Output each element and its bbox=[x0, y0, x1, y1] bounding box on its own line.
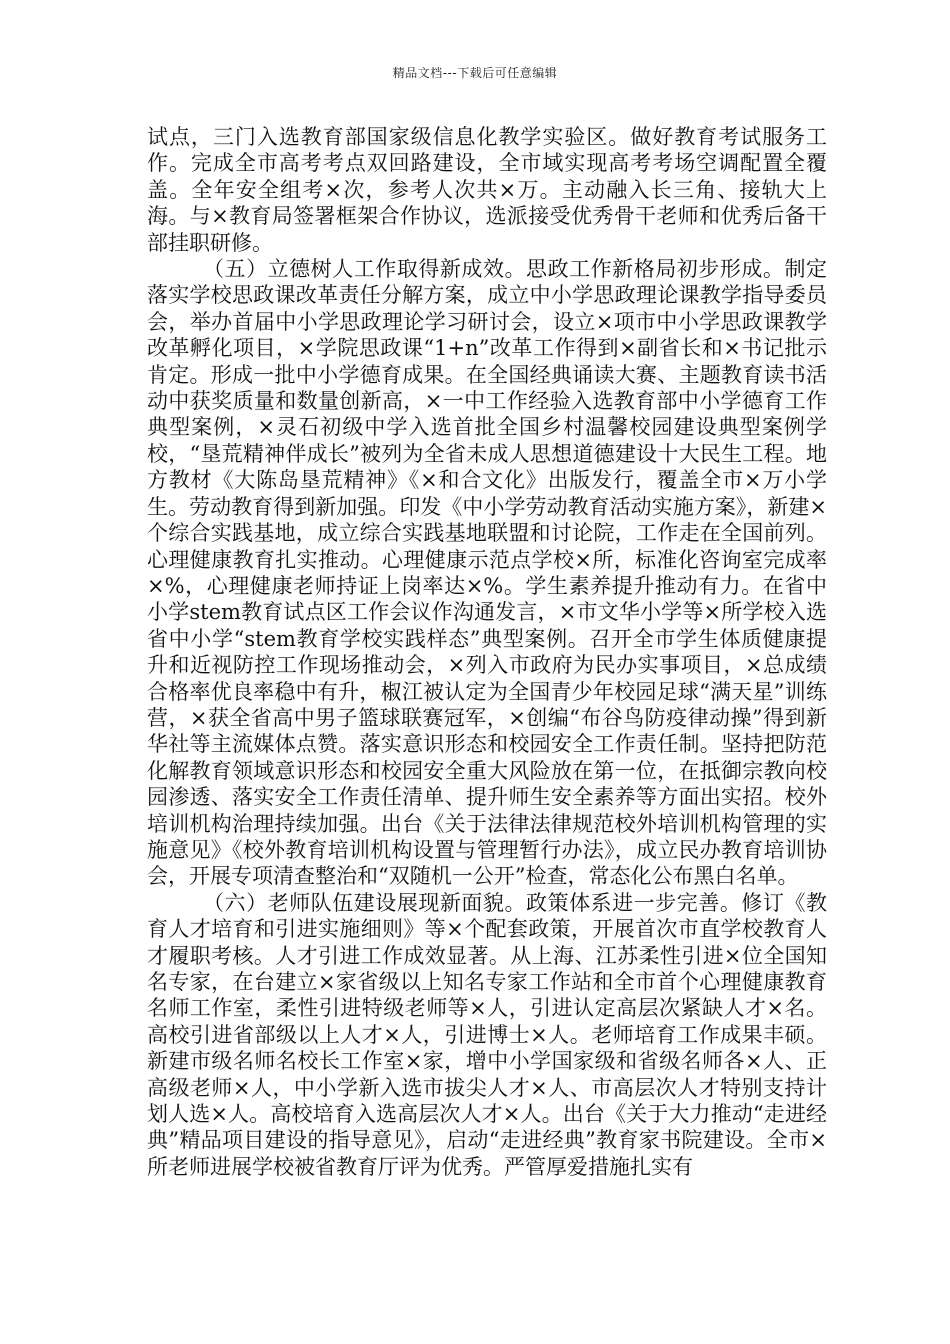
document-body bbox=[147, 124, 827, 1180]
paragraph-section-5: （五）立德树人工作取得新成效。思政工作新格局初步形成。制定落实学校思政课改革责任分解方案，成立中小学思政理论课教学指导委员会，举办首届中小学思政理论学习研讨会，设立×项市中小学思政课教学改革孵化项目，×学院思政课“1+n”改革工作得到×副省长和×书记批示肯定。形成一批中小学德育成果。在全国经典诵读大赛、主题教育读书活动中获奖质量和数量创新高，×一中工作经验入选教育部中小学德育工作典型案例，×灵石初级中学入选首批全国乡村温馨校园建设典型案例学校，“垦荒精神伴成长”被列为全省未成人思想道德建设十大民生工程。地方教材《大陈岛垦荒精神》《×和合文化》出版发行，覆盖全市×万小学生。劳动教育得到新加强。印发《中小学劳动教育活动实施方案》，新建×个综合实践基地，成立综合实践基地联盟和讨论院，工作走在全国前列。心理健康教育扎实推动。心理健康示范点学校×所，标准化咨询室完成率×%，心理健康老师持证上岗率达×%。学生素养提升推动有力。在省中小学stem教育试点区工作会议作沟通发言，×市文华小学等×所学校入选省中小学“stem教育学校实践样态”典型案例。召开全市学生体质健康提升和近视防控工作现场推动会，×列入市政府为民办实事项目，×总成绩合格率优良率稳中有升，椒江被认定为全国青少年校园足球“满天星”训练营，×获全省高中男子篮球联赛冠军，×创编“布谷鸟防疫律动操”得到新华社等主流媒体点赞。落实意识形态和校园安全工作责任制。坚持把防范化解教育领域意识形态和校园安全重大风险放在第一位，在抵御宗教向校园渗透、落实安全工作责任清单、提升师生安全素养等方面出实招。校外培训机构治理持续加强。出台《关于法律法律规范校外培训机构管理的实施意见》《校外教育培训机构设置与管理暂行办法》，成立民办教育培训协会，开展专项清查整治和“双随机一公开”检查，常态化公布黑白名单。 bbox=[147, 257, 827, 889]
page-header: 精品文档---下载后可任意编辑 bbox=[392, 66, 558, 80]
paragraph-continuation: 试点，三门入选教育部国家级信息化教学实验区。做好教育考试服务工作。完成全市高考考点双回路建设，全市域实现高考考场空调配置全覆盖。全年安全组考×次，参考人次共×万。主动融入长三角、接轨大上海。与×教育局签署框架合作协议，选派接受优秀骨干老师和优秀后备干部挂职研修。 bbox=[147, 125, 827, 255]
paragraph-section-6: （六）老师队伍建设展现新面貌。政策体系进一步完善。修订《教育人才培育和引进实施细则》等×个配套政策，开展首次市直学校教育人才履职考核。人才引进工作成效显著。从上海、江苏柔性引进×位全国知名专家，在台建立×家省级以上知名专家工作站和全市首个心理健康教育名师工作室，柔性引进特级老师等×人，引进认定高层次紧缺人才×名。高校引进省部级以上人才×人，引进博士×人。老师培育工作成果丰硕。新建市级名师名校长工作室×家，增中小学国家级和省级名师各×人、正高级老师×人，中小学新入选市拔尖人才×人、市高层次人才特别支持计划人选×人。高校培育入选高层次人才×人。出台《关于大力推动“走进经典”精品项目建设的指导意见》，启动“走进经典”教育家书院建设。全市×所老师进展学校被省教育厅评为优秀。严管厚爱措施扎实有 bbox=[147, 890, 827, 1179]
